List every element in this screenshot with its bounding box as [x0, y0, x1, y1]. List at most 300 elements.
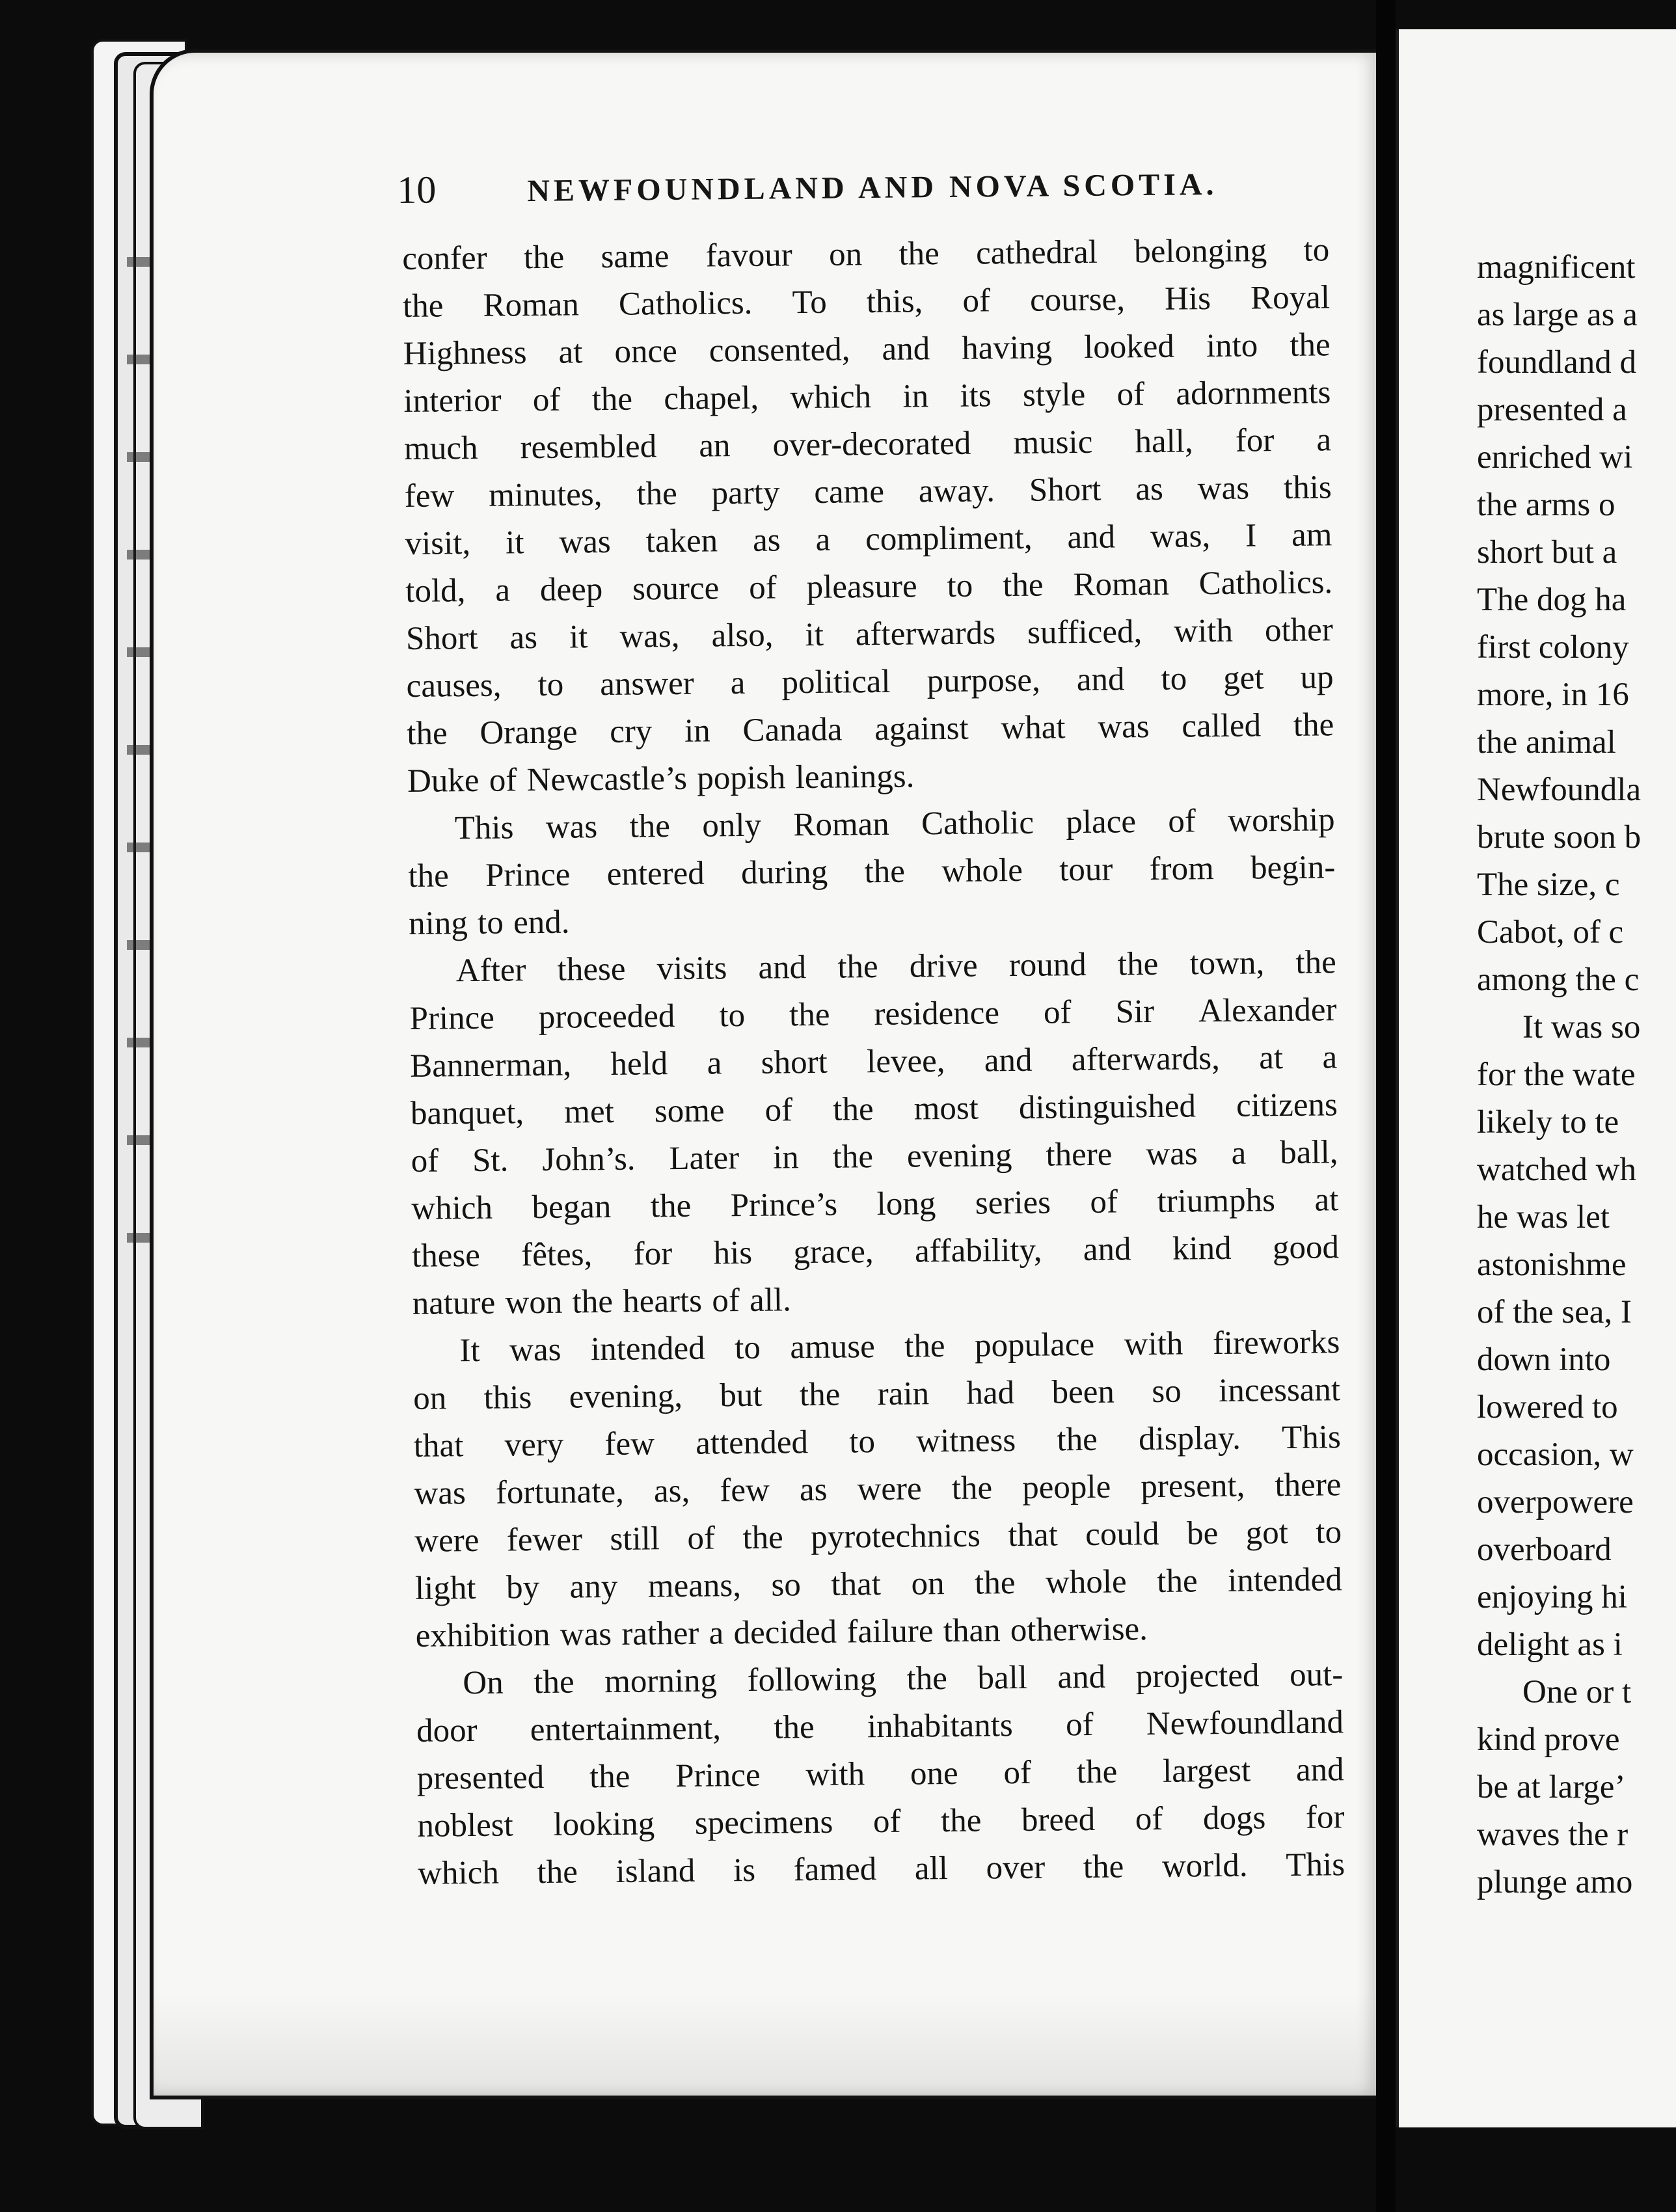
word: Roman — [1073, 565, 1170, 604]
text-line: brute soon b — [1477, 819, 1642, 856]
word: also, — [711, 617, 774, 654]
word: ball — [977, 1659, 1028, 1697]
word: visits — [656, 950, 727, 988]
word: citizens — [1236, 1086, 1338, 1124]
word: populace — [974, 1326, 1095, 1364]
word: Alexander — [1198, 991, 1337, 1030]
word: I — [1245, 517, 1257, 554]
word: amuse — [790, 1329, 875, 1366]
text-line: It was so — [1522, 1009, 1641, 1045]
word: the — [523, 239, 565, 276]
word: the — [591, 381, 633, 418]
word: proceeded — [538, 998, 675, 1036]
text-line: for the wate — [1477, 1057, 1636, 1093]
word: Highness — [403, 334, 527, 372]
text-line — [414, 1461, 1342, 1518]
word: told, — [405, 573, 466, 610]
word: noblest — [417, 1807, 514, 1844]
word: the — [832, 1091, 874, 1128]
word: of — [872, 1803, 901, 1841]
word: Orange — [480, 714, 578, 751]
word: with — [1174, 612, 1234, 650]
word: whole — [941, 852, 1023, 890]
word: entered — [606, 855, 705, 893]
text-line: The dog ha — [1477, 582, 1627, 618]
word: up — [1300, 659, 1334, 696]
word: there — [1046, 1136, 1113, 1174]
word: drive — [909, 947, 978, 985]
word: began — [532, 1188, 612, 1226]
word: afterwards — [855, 615, 996, 653]
text-line — [411, 1081, 1338, 1138]
word: was — [1098, 708, 1150, 746]
word: After — [455, 952, 526, 990]
word: presented — [416, 1759, 545, 1797]
paragraph — [416, 1651, 1345, 1898]
word: the — [636, 475, 677, 513]
word: specimens — [694, 1803, 833, 1842]
word: the — [1156, 1563, 1198, 1600]
word: as — [509, 619, 538, 656]
word: minutes, — [488, 476, 602, 514]
word: Prince — [485, 856, 571, 894]
text-line — [413, 1366, 1341, 1423]
word: a — [1231, 1135, 1247, 1172]
word: to — [734, 1329, 761, 1367]
text-line: delight as i — [1477, 1626, 1623, 1663]
word: compliment, — [865, 519, 1033, 558]
word: This — [454, 809, 514, 847]
word: largest — [1162, 1752, 1251, 1790]
word: was — [1146, 1135, 1198, 1173]
word: of — [1090, 1183, 1118, 1221]
word: the — [1083, 1848, 1124, 1886]
word: were — [414, 1522, 480, 1559]
word: world. — [1161, 1847, 1248, 1885]
word: affability, — [914, 1232, 1042, 1270]
word: held — [610, 1045, 668, 1083]
text-line: overpowere — [1477, 1484, 1634, 1520]
word: of — [1116, 376, 1145, 413]
word: came — [814, 473, 885, 511]
word: on — [911, 1565, 945, 1602]
word: otherwise. — [1010, 1611, 1148, 1649]
word: Sir — [1115, 993, 1155, 1031]
word: levee, — [866, 1043, 945, 1081]
word: distinguished — [1018, 1088, 1196, 1126]
word: called — [1182, 707, 1262, 745]
word: whole — [1045, 1563, 1127, 1601]
text-line: first colony — [1477, 629, 1629, 666]
word: hearts — [622, 1282, 703, 1320]
text-line: occasion, w — [1477, 1436, 1634, 1473]
word: of — [962, 282, 991, 319]
word: the — [940, 1802, 982, 1840]
text-line — [407, 749, 1335, 805]
text-line: down into — [1477, 1342, 1611, 1378]
text-line — [409, 891, 1336, 948]
word: John’s. — [542, 1140, 636, 1178]
word: causes, — [406, 667, 502, 705]
word: Later — [669, 1140, 740, 1178]
text-line — [410, 1034, 1338, 1090]
word: some — [654, 1092, 725, 1130]
word: an — [699, 427, 731, 465]
word: a — [815, 521, 831, 558]
word: as, — [653, 1472, 690, 1510]
word: of — [532, 381, 561, 419]
word: nature — [412, 1284, 496, 1322]
word: so — [1152, 1373, 1182, 1410]
word: other — [1264, 612, 1334, 649]
word: and — [984, 1042, 1033, 1079]
word: few — [404, 478, 455, 515]
word: the — [534, 1664, 574, 1701]
word: was, — [1150, 518, 1211, 555]
text-line — [403, 274, 1331, 330]
word: fewer — [506, 1521, 583, 1559]
left-page-text — [402, 226, 1345, 1898]
word: so — [771, 1567, 802, 1604]
word: as — [799, 1471, 828, 1509]
word: over — [986, 1849, 1046, 1887]
word: on — [828, 236, 863, 273]
word: pyrotechnics — [810, 1517, 981, 1556]
text-line — [418, 1841, 1345, 1898]
word: be — [1186, 1515, 1219, 1552]
word: Canada — [742, 711, 843, 749]
word: entertainment, — [530, 1710, 722, 1749]
word: resembled — [520, 428, 657, 466]
text-line — [417, 1794, 1345, 1850]
text-line — [416, 1699, 1344, 1755]
word: the — [1117, 945, 1159, 983]
word: rather — [621, 1615, 699, 1652]
text-line: the arms o — [1477, 487, 1615, 523]
word: that — [831, 1566, 882, 1603]
text-line: enjoying hi — [1477, 1579, 1627, 1615]
text-line: short but a — [1477, 534, 1617, 571]
word: place — [1066, 803, 1137, 841]
word: the — [837, 949, 878, 986]
word: intended — [1227, 1561, 1343, 1599]
word: the — [799, 1376, 841, 1414]
word: banquet, — [410, 1094, 524, 1132]
right-page-text — [1477, 244, 1676, 1906]
word: with — [805, 1756, 865, 1794]
word: and — [1076, 661, 1125, 699]
word: to — [719, 997, 746, 1034]
text-line: of the sea, I — [1477, 1294, 1632, 1330]
word: the — [589, 1758, 630, 1796]
text-line — [405, 511, 1332, 568]
word: it — [569, 619, 588, 656]
word: was, — [619, 617, 680, 655]
word: the — [899, 236, 939, 273]
word: and — [882, 330, 930, 368]
word: present, — [1141, 1467, 1245, 1505]
word: out- — [1289, 1656, 1344, 1694]
word: one — [910, 1755, 958, 1792]
word: the — [789, 996, 830, 1034]
word: and — [1083, 1231, 1131, 1269]
text-line: One or t — [1522, 1674, 1632, 1710]
word: a — [1316, 422, 1332, 459]
word: Newfoundland — [1146, 1704, 1344, 1743]
word: to — [849, 1423, 876, 1461]
word: popish — [697, 759, 786, 797]
word: had — [966, 1375, 1015, 1412]
word: begin- — [1250, 849, 1336, 887]
word: of — [1168, 803, 1196, 840]
word: won — [505, 1284, 563, 1321]
word: the — [974, 1565, 1016, 1602]
word: at — [1314, 1181, 1339, 1219]
word: St. — [472, 1142, 509, 1180]
word: of — [489, 762, 517, 799]
word: Catholics. — [618, 284, 753, 323]
word: against — [874, 710, 969, 748]
word: of — [712, 1282, 740, 1319]
word: was — [1197, 470, 1250, 507]
word: having — [961, 329, 1053, 367]
text-line — [405, 559, 1333, 615]
word: hall, — [1135, 423, 1193, 461]
text-line — [412, 1319, 1340, 1375]
word: a — [707, 1045, 722, 1082]
word: the — [1295, 944, 1336, 981]
text-line — [407, 796, 1335, 853]
text-line: overboard — [1477, 1531, 1612, 1568]
word: by — [506, 1569, 540, 1606]
word: witness — [915, 1422, 1016, 1460]
word: kind — [1172, 1230, 1232, 1267]
text-line: plunge amo — [1477, 1864, 1633, 1900]
text-line — [409, 939, 1337, 995]
word: His — [1164, 280, 1211, 317]
word: all — [914, 1850, 949, 1887]
word: belonging — [1133, 232, 1267, 271]
word: and — [1067, 519, 1116, 556]
word: of — [411, 1142, 439, 1180]
word: failure — [846, 1613, 934, 1651]
word: the — [742, 1519, 784, 1557]
word: is — [733, 1852, 756, 1889]
word: display. — [1138, 1420, 1241, 1458]
word: a — [709, 1615, 724, 1652]
word: Prince — [409, 999, 495, 1037]
word: the — [1057, 1421, 1098, 1459]
word: incessant — [1218, 1371, 1341, 1410]
word: was — [560, 1616, 612, 1653]
word: It — [459, 1332, 480, 1369]
text-line — [416, 1746, 1344, 1803]
word: This — [1281, 1419, 1342, 1457]
text-line: be at large’ — [1477, 1769, 1626, 1805]
word: than — [943, 1612, 1001, 1650]
word: these — [411, 1237, 481, 1275]
word: people — [1021, 1468, 1111, 1506]
word: it — [505, 524, 524, 561]
word: means, — [647, 1567, 742, 1605]
text-line — [411, 1129, 1338, 1185]
word: confer — [402, 239, 487, 277]
word: grace, — [793, 1234, 874, 1271]
word: inhabitants — [867, 1707, 1014, 1746]
text-line — [406, 606, 1334, 663]
word: its — [960, 377, 992, 414]
text-line — [411, 1176, 1339, 1233]
word: famed — [793, 1851, 877, 1889]
word: same — [601, 238, 669, 276]
word: To — [792, 284, 827, 321]
word: Catholic — [921, 804, 1034, 843]
word: dogs — [1202, 1800, 1266, 1837]
word: was — [414, 1475, 466, 1512]
word: political — [781, 663, 891, 701]
word: the — [904, 1328, 945, 1365]
word: following — [747, 1661, 877, 1699]
word: residence — [874, 995, 1000, 1033]
word: a — [730, 664, 746, 702]
word: Duke — [407, 762, 480, 800]
word: to — [537, 666, 564, 704]
word: deep — [539, 571, 603, 608]
word: much — [403, 429, 478, 467]
text-line: more, in 16 — [1477, 677, 1629, 713]
text-line — [412, 1271, 1340, 1328]
word: the — [774, 1709, 815, 1746]
word: of — [1043, 994, 1072, 1031]
word: of — [764, 1092, 793, 1129]
word: exhibition — [415, 1616, 550, 1654]
word: there — [1275, 1466, 1342, 1504]
word: visit, — [405, 525, 471, 562]
page-number: 10 — [397, 168, 437, 211]
word: and — [1057, 1658, 1106, 1696]
text-line — [402, 226, 1330, 283]
word: only — [702, 807, 762, 844]
word: very — [504, 1426, 564, 1464]
word: for — [633, 1235, 673, 1273]
text-line — [414, 1509, 1342, 1565]
text-line — [403, 369, 1331, 425]
word: to — [1316, 1514, 1342, 1551]
word: in — [902, 378, 929, 415]
paragraph — [402, 226, 1334, 805]
word: into — [1206, 327, 1258, 365]
word: Prince — [675, 1757, 761, 1795]
word: a — [495, 572, 511, 609]
word: taken — [645, 522, 718, 560]
word: On — [463, 1664, 504, 1702]
word: the — [537, 1854, 578, 1891]
word: the — [650, 1187, 692, 1225]
text-line — [414, 1414, 1342, 1470]
text-line — [403, 321, 1331, 378]
word: but — [720, 1377, 763, 1414]
word: end. — [513, 904, 570, 941]
word: ning — [408, 905, 468, 942]
word: music — [1013, 424, 1093, 461]
word: sufficed, — [1027, 614, 1142, 651]
text-line: as large as a — [1477, 297, 1638, 333]
word: to — [947, 567, 973, 604]
word: door — [416, 1712, 478, 1749]
text-line: kind prove — [1477, 1721, 1620, 1758]
word: for — [1235, 422, 1275, 459]
word: the — [864, 853, 906, 891]
word: the — [402, 288, 444, 325]
text-line — [406, 654, 1334, 710]
word: good — [1272, 1229, 1340, 1267]
word: consented, — [709, 331, 850, 370]
word: this, — [866, 283, 923, 321]
word: met — [564, 1093, 615, 1131]
word: once — [614, 332, 678, 370]
word: which — [411, 1189, 493, 1227]
word: away. — [918, 472, 995, 510]
word: that — [413, 1427, 464, 1464]
paragraph — [412, 1319, 1343, 1660]
word: these — [557, 951, 626, 988]
word: projected — [1135, 1657, 1260, 1695]
word: got — [1245, 1515, 1289, 1552]
word: to — [477, 904, 504, 941]
word: Bannerman, — [409, 1046, 572, 1085]
word: decided — [733, 1613, 837, 1652]
text-line — [407, 701, 1334, 758]
paragraph — [409, 939, 1340, 1328]
word: it — [805, 616, 824, 654]
word: Prince’s — [730, 1186, 838, 1224]
word: attended — [695, 1424, 809, 1462]
text-line: astonishme — [1477, 1247, 1627, 1283]
word: all. — [749, 1282, 792, 1319]
word: series — [975, 1184, 1051, 1222]
word: am — [1291, 517, 1332, 554]
word: was — [545, 809, 598, 846]
text-line: Cabot, of c — [1477, 914, 1624, 951]
word: to — [1303, 232, 1330, 269]
text-line — [404, 416, 1332, 473]
word: that — [1008, 1517, 1059, 1554]
word: the — [951, 1470, 993, 1507]
word: for — [1305, 1799, 1345, 1836]
word: still — [610, 1520, 660, 1558]
word: morning — [604, 1662, 718, 1701]
word: answer — [599, 665, 694, 703]
word: as — [752, 522, 781, 559]
word: the — [407, 715, 448, 752]
word: of — [1065, 1706, 1094, 1744]
text-line — [415, 1604, 1343, 1660]
word: looking — [553, 1805, 655, 1843]
word: of — [748, 569, 777, 606]
word: to — [1161, 660, 1187, 697]
book-gutter — [1376, 0, 1396, 2212]
word: intended — [590, 1330, 705, 1368]
word: was — [509, 1331, 561, 1369]
text-line — [409, 986, 1337, 1043]
word: island — [615, 1852, 696, 1890]
word: purpose, — [926, 662, 1041, 700]
word: Short — [405, 619, 478, 657]
word: could — [1085, 1515, 1159, 1554]
word: breed — [1021, 1801, 1096, 1839]
text-line — [405, 464, 1332, 520]
text-line — [416, 1651, 1344, 1708]
